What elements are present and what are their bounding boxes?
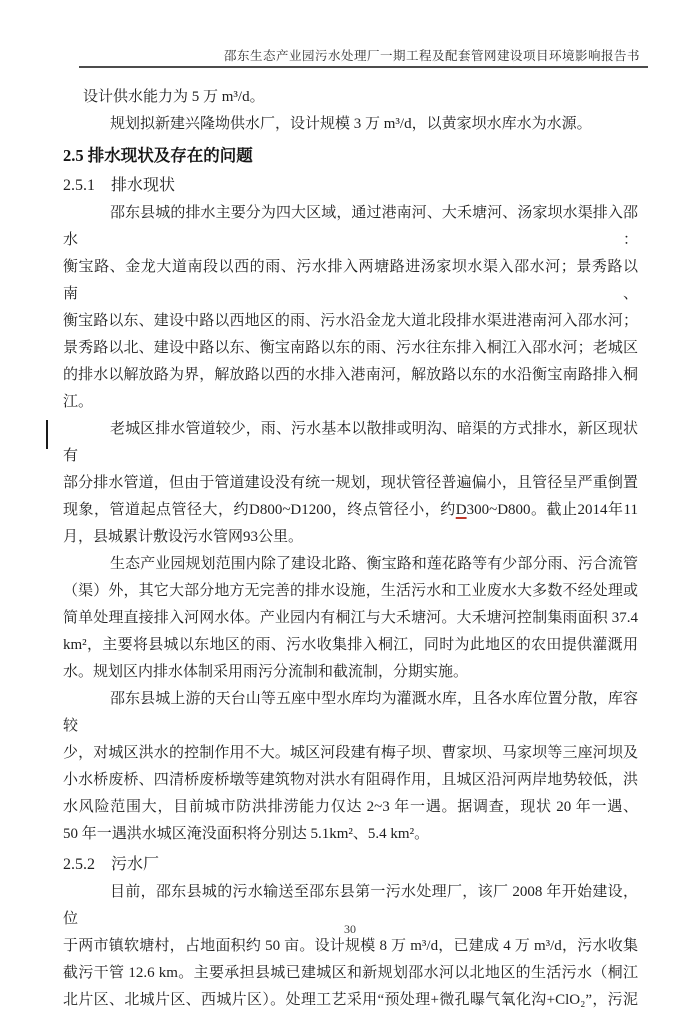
- header-title: 邵东生态产业园污水处理厂一期工程及配套管网建设项目环境影响报告书: [223, 49, 640, 63]
- paragraph-line: 规划拟新建兴隆坳供水厂，设计规模 3 万 m³/d，以黄家坝水库水为水源。: [110, 116, 592, 132]
- paragraph-flood: [63, 686, 638, 848]
- paragraph-line: km²，主要将县城以东地区的雨、污水收集排入桐江，同时为此地区的农田提供灌溉用: [63, 637, 638, 653]
- paragraph-line: 衡宝路、金龙大道南段以西的雨、污水排入两塘路进汤家坝水渠入邵水河；景秀路以南、: [63, 259, 638, 302]
- paragraph-line: 少，对城区洪水的控制作用不大。城区河段建有梅子坝、曹家坝、马家坝等三座河坝及: [63, 745, 638, 761]
- paragraph-line: 水。规划区内排水体制采用雨污分流制和截流制，分期实施。: [63, 664, 469, 680]
- paragraph-line: 简单处理直接排入河网水体。产业园内有桐江与大禾塘河。大禾塘河控制集雨面积 37.4: [63, 610, 638, 626]
- paragraph-line: [63, 497, 638, 524]
- paragraph-line: 景秀路以北、建设中路以东、衡宝南路以东的雨、污水往东排入桐江入邵水河；老城区: [63, 340, 638, 356]
- paragraph-line: （渠）外，其它大部分地方无完善的排水设施，生活污水和工业废水大多数不经处理或: [63, 583, 638, 599]
- document-body: [63, 84, 638, 1014]
- paragraph-pipes: [63, 416, 638, 551]
- paragraph-line: 的排水以解放路为界，解放路以西的水排入港南河，解放路以东的水沿衡宝南路排入桐: [63, 367, 638, 383]
- paragraph-industrial-park: [63, 551, 638, 686]
- paragraph-line: 北片区、北城片区、西城片区）。处理工艺采用“预处理+微孔曝气氧化沟+ClO₂”，污泥: [63, 992, 638, 1008]
- section-heading-2-5-2: 2.5.2 污水厂: [63, 856, 160, 873]
- page-footer: [0, 922, 700, 937]
- paragraph-line: 水风险范围大，目前城市防洪排涝能力仅达 2~3 年一遇。据调查，现状 20 年一遇、: [63, 799, 638, 815]
- section-heading-2-5: 2.5 排水现状及存在的问题: [63, 146, 253, 165]
- paragraph-line: 江。: [63, 394, 94, 410]
- paragraph-line: 月，县城累计敷设污水管网93公里。: [63, 529, 304, 545]
- paragraph-line: 设计供水能力为 5 万 m³/d。: [83, 89, 265, 105]
- paragraph-line: 邵东县城的排水主要分为四大区域，通过港南河、大禾塘河、汤家坝水渠排入邵水：: [63, 205, 638, 248]
- paragraph-line: 老城区排水管道较少，雨、污水基本以散排或明沟、暗渠的方式排水，新区现状有: [63, 421, 638, 464]
- paragraph-line: 50 年一遇洪水城区淹没面积将分别达 5.1km²、5.4 km²。: [63, 826, 430, 842]
- line-segment: 300~D800。截止2014年11: [466, 502, 638, 518]
- spellcheck-underlined-text: D: [455, 502, 467, 518]
- paragraph-line: 生态产业园规划范围内除了建设北路、衡宝路和莲花路等有少部分雨、污合流管: [110, 556, 638, 572]
- paragraph-line: 于两市镇软塘村，占地面积约 50 亩。设计规模 8 万 m³/d，已建成 4 万 m³/d，污水收集: [63, 938, 638, 954]
- paragraph-treatment-plant: [63, 879, 638, 1014]
- header-rule: [79, 66, 648, 68]
- paragraph-line: 邵东县城上游的天台山等五座中型水库均为灌溉水库，且各水库位置分散，库容较: [63, 691, 638, 734]
- paragraph-drainage: [63, 200, 638, 416]
- revision-change-bar: [46, 420, 48, 449]
- line-segment: 现象，管道起点管径大，约D800~D1200，终点管径小，约: [63, 502, 456, 518]
- paragraph-line: 小水桥废桥、四清桥废桥墩等建筑物对洪水有阻碍作用，且城区沿河两岸地势较低，洪: [63, 772, 638, 788]
- paragraph-line: 目前，邵东县城的污水输送至邵东县第一污水处理厂，该厂 2008 年开始建设，位: [63, 884, 638, 927]
- paragraph-line: 衡宝路以东、建设中路以西地区的雨、污水沿金龙大道北段排水渠进港南河入邵水河；: [63, 313, 638, 329]
- paragraph-line: 部分排水管道，但由于管道建设没有统一规划，现状管径普遍偏小，且管径呈严重倒置: [63, 475, 638, 491]
- section-heading-2-5-1: 2.5.1 排水现状: [63, 177, 176, 194]
- paragraph-line: 截污干管 12.6 km。主要承担县城已建城区和新规划邵水河以北地区的生活污水（桐江: [63, 965, 638, 981]
- page-number: 30: [344, 922, 356, 936]
